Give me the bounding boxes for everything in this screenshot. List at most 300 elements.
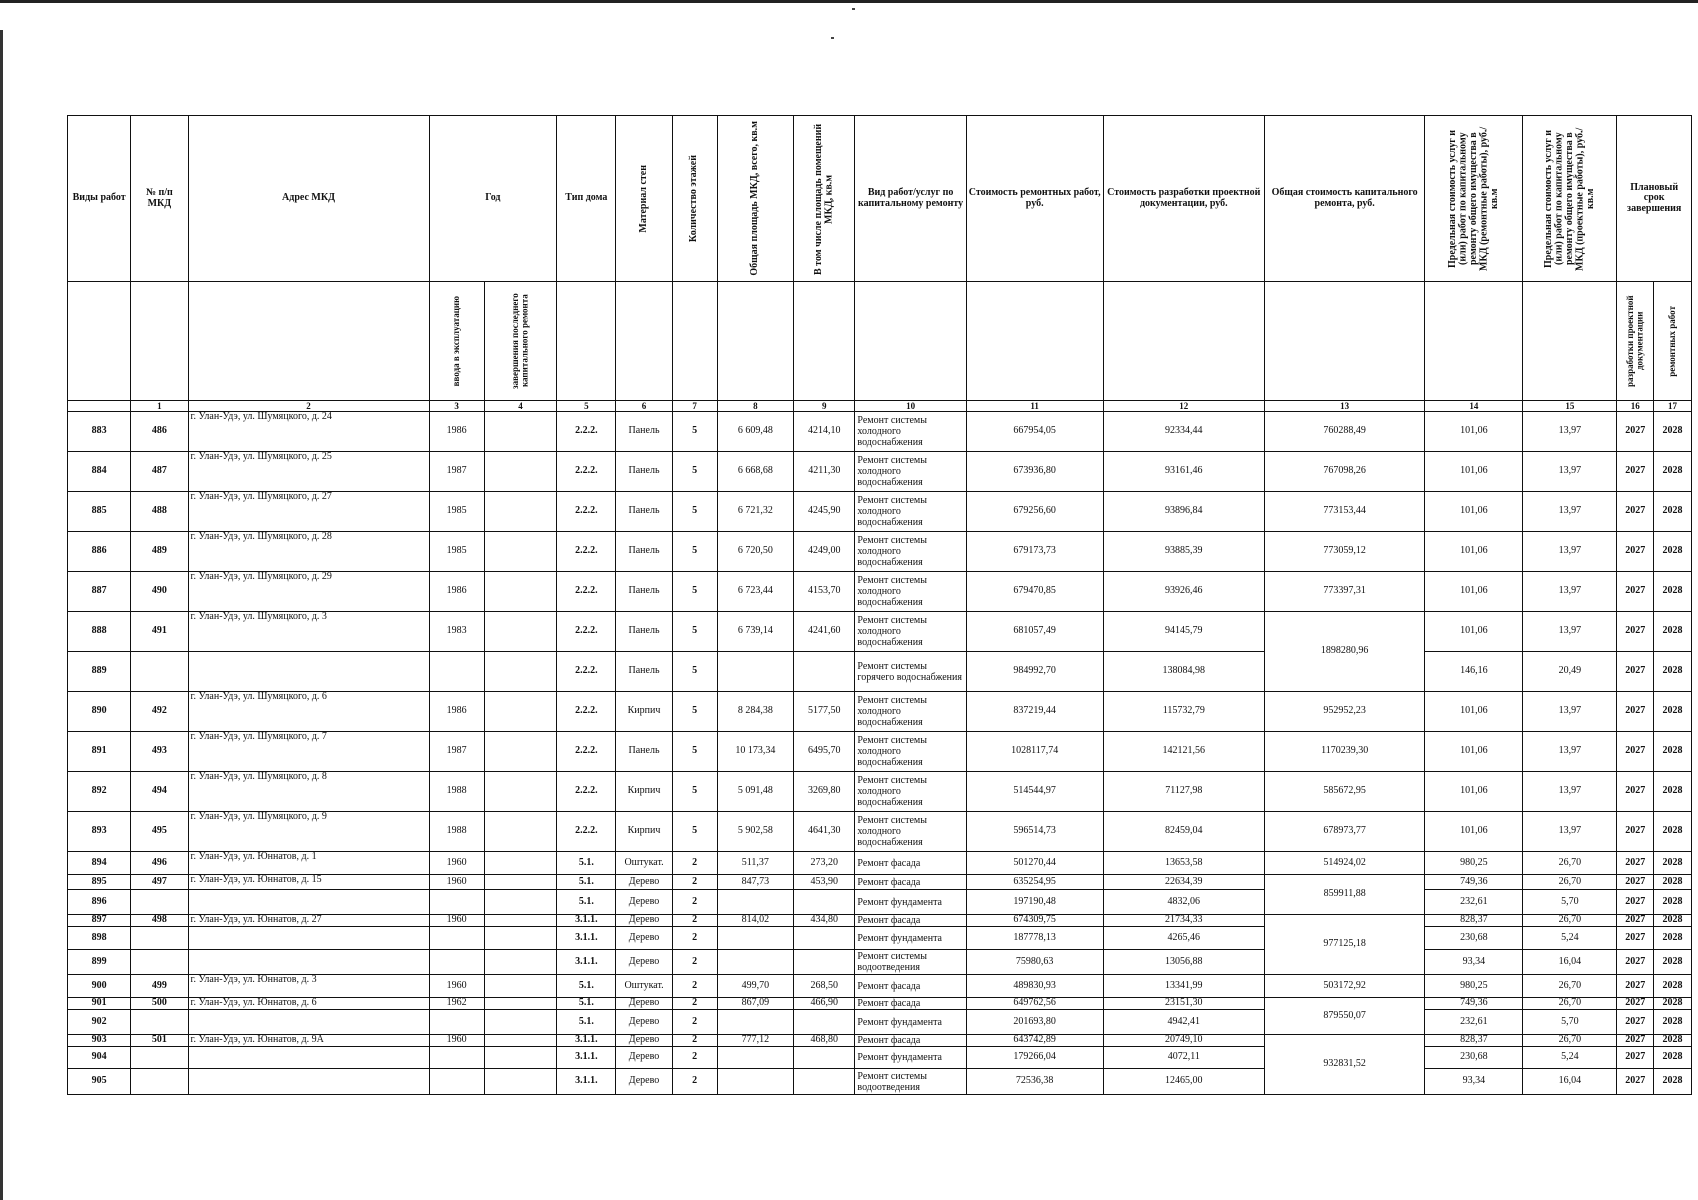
cell-house-type: 3.1.1. bbox=[557, 1035, 616, 1047]
cell-total-cost: 1898280,96 bbox=[1264, 612, 1424, 692]
cell-limit-design: 13,97 bbox=[1523, 492, 1617, 532]
cell-commission-year bbox=[429, 1047, 484, 1069]
cell-limit-design: 5,24 bbox=[1523, 1047, 1617, 1069]
cell-house-type: 5.1. bbox=[557, 975, 616, 998]
cell-house-type: 2.2.2. bbox=[557, 452, 616, 492]
cell-total-area: 511,37 bbox=[717, 852, 794, 875]
column-number: 15 bbox=[1523, 401, 1617, 412]
cell-premises-area: 3269,80 bbox=[794, 772, 855, 812]
cell-total-cost: 514924,02 bbox=[1264, 852, 1424, 875]
column-number: 11 bbox=[966, 401, 1103, 412]
cell-limit-design: 13,97 bbox=[1523, 812, 1617, 852]
cell-work-type: Ремонт системы холодного водоснабжения bbox=[855, 492, 966, 532]
subheader-year-last-repair: завершения последнего капитального ремонта bbox=[484, 282, 557, 401]
cell-term-design: 2027 bbox=[1617, 492, 1654, 532]
cell-last-repair-year bbox=[484, 692, 557, 732]
cell-limit-design: 13,97 bbox=[1523, 732, 1617, 772]
table-row bbox=[68, 452, 1692, 492]
cell-last-repair-year bbox=[484, 412, 557, 452]
cell-total-area: 814,02 bbox=[717, 915, 794, 927]
cell-term-repair: 2028 bbox=[1654, 1010, 1692, 1035]
cell-floors: 2 bbox=[672, 852, 717, 875]
cell-total-area: 6 739,14 bbox=[717, 612, 794, 652]
subheader-year-commission: ввода в эксплуатацию bbox=[429, 282, 484, 401]
cell-wall-material: Дерево bbox=[616, 875, 672, 890]
cell-total-area bbox=[717, 890, 794, 915]
cell-wall-material: Дерево bbox=[616, 890, 672, 915]
cell-last-repair-year bbox=[484, 532, 557, 572]
cell-limit-repair: 101,06 bbox=[1425, 532, 1523, 572]
table-row bbox=[68, 915, 1692, 927]
cell-row-number: 887 bbox=[68, 572, 131, 612]
cell-total-area: 6 720,50 bbox=[717, 532, 794, 572]
cell-repair-cost: 501270,44 bbox=[966, 852, 1103, 875]
cell-work-type: Ремонт системы холодного водоснабжения bbox=[855, 572, 966, 612]
cell-total-area bbox=[717, 652, 794, 692]
cell-term-repair: 2028 bbox=[1654, 915, 1692, 927]
cell-premises-area: 4641,30 bbox=[794, 812, 855, 852]
cell-total-area bbox=[717, 1010, 794, 1035]
cell-term-repair: 2028 bbox=[1654, 812, 1692, 852]
cell-floors: 2 bbox=[672, 875, 717, 890]
cell-design-cost: 4265,46 bbox=[1103, 927, 1264, 950]
cell-house-type: 3.1.1. bbox=[557, 950, 616, 975]
cell-premises-area bbox=[794, 927, 855, 950]
cell-work-type: Ремонт системы горячего водоснабжения bbox=[855, 652, 966, 692]
subheader-term-design: разработки проектной документации bbox=[1617, 282, 1654, 401]
cell-total-cost: 773059,12 bbox=[1264, 532, 1424, 572]
cell-commission-year: 1987 bbox=[429, 452, 484, 492]
cell-premises-area: 268,50 bbox=[794, 975, 855, 998]
cell-mkd-number bbox=[131, 1010, 188, 1035]
table-body bbox=[68, 412, 1692, 1095]
cell-mkd-number: 488 bbox=[131, 492, 188, 532]
cell-mkd-number: 489 bbox=[131, 532, 188, 572]
cell-term-repair: 2028 bbox=[1654, 1047, 1692, 1069]
cell-address bbox=[188, 1047, 429, 1069]
cell-term-design: 2027 bbox=[1617, 975, 1654, 998]
table-row bbox=[68, 532, 1692, 572]
cell-commission-year: 1960 bbox=[429, 975, 484, 998]
cell-total-cost: 760288,49 bbox=[1264, 412, 1424, 452]
column-number: 12 bbox=[1103, 401, 1264, 412]
table-row bbox=[68, 950, 1692, 975]
cell-mkd-number: 491 bbox=[131, 612, 188, 652]
subheader-term-repair: ремонтных работ bbox=[1654, 282, 1692, 401]
cell-last-repair-year bbox=[484, 652, 557, 692]
cell-term-repair: 2028 bbox=[1654, 492, 1692, 532]
cell-work-type: Ремонт системы холодного водоснабжения bbox=[855, 412, 966, 452]
cell-total-cost: 932831,52 bbox=[1264, 1035, 1424, 1095]
cell-wall-material: Дерево bbox=[616, 927, 672, 950]
cell-address bbox=[188, 950, 429, 975]
cell-last-repair-year bbox=[484, 1035, 557, 1047]
cell-wall-material: Панель bbox=[616, 612, 672, 652]
cell-commission-year: 1985 bbox=[429, 492, 484, 532]
cell-row-number: 883 bbox=[68, 412, 131, 452]
cell-mkd-number: 497 bbox=[131, 875, 188, 890]
cell-term-repair: 2028 bbox=[1654, 950, 1692, 975]
cell-row-number: 885 bbox=[68, 492, 131, 532]
cell-limit-repair: 230,68 bbox=[1425, 1047, 1523, 1069]
cell-house-type: 2.2.2. bbox=[557, 412, 616, 452]
cell-term-design: 2027 bbox=[1617, 452, 1654, 492]
cell-address: г. Улан-Удэ, ул. Шумяцкого, д. 24 bbox=[188, 412, 429, 452]
col-header-total-area: Общая площадь МКД, всего, кв.м bbox=[717, 116, 794, 282]
cell-limit-repair: 101,06 bbox=[1425, 412, 1523, 452]
cell-repair-cost: 984992,70 bbox=[966, 652, 1103, 692]
cell-row-number: 893 bbox=[68, 812, 131, 852]
cell-repair-cost: 489830,93 bbox=[966, 975, 1103, 998]
cell-premises-area bbox=[794, 652, 855, 692]
cell-commission-year: 1985 bbox=[429, 532, 484, 572]
cell-commission-year: 1988 bbox=[429, 812, 484, 852]
cell-house-type: 2.2.2. bbox=[557, 532, 616, 572]
cell-last-repair-year bbox=[484, 975, 557, 998]
cell-row-number: 891 bbox=[68, 732, 131, 772]
cell-commission-year: 1986 bbox=[429, 572, 484, 612]
cell-premises-area bbox=[794, 1010, 855, 1035]
cell-commission-year: 1986 bbox=[429, 412, 484, 452]
cell-limit-repair: 749,36 bbox=[1425, 875, 1523, 890]
cell-limit-design: 13,97 bbox=[1523, 692, 1617, 732]
cell-design-cost: 93885,39 bbox=[1103, 532, 1264, 572]
cell-house-type: 5.1. bbox=[557, 1010, 616, 1035]
cell-mkd-number: 496 bbox=[131, 852, 188, 875]
cell-last-repair-year bbox=[484, 772, 557, 812]
cell-work-type: Ремонт фундамента bbox=[855, 890, 966, 915]
cell-floors: 2 bbox=[672, 915, 717, 927]
table-row bbox=[68, 852, 1692, 875]
cell-premises-area: 4249,00 bbox=[794, 532, 855, 572]
cell-term-design: 2027 bbox=[1617, 915, 1654, 927]
cell-address: г. Улан-Удэ, ул. Шумяцкого, д. 7 bbox=[188, 732, 429, 772]
cell-mkd-number bbox=[131, 927, 188, 950]
cell-total-cost: 773397,31 bbox=[1264, 572, 1424, 612]
cell-term-design: 2027 bbox=[1617, 890, 1654, 915]
cell-floors: 5 bbox=[672, 532, 717, 572]
table-row bbox=[68, 812, 1692, 852]
cell-premises-area: 434,80 bbox=[794, 915, 855, 927]
column-number: 7 bbox=[672, 401, 717, 412]
cell-floors: 2 bbox=[672, 1047, 717, 1069]
cell-term-design: 2027 bbox=[1617, 950, 1654, 975]
cell-repair-cost: 679470,85 bbox=[966, 572, 1103, 612]
cell-term-repair: 2028 bbox=[1654, 532, 1692, 572]
cell-wall-material: Панель bbox=[616, 572, 672, 612]
cell-work-type: Ремонт системы холодного водоснабжения bbox=[855, 812, 966, 852]
cell-house-type: 5.1. bbox=[557, 890, 616, 915]
cell-total-cost: 952952,23 bbox=[1264, 692, 1424, 732]
cell-term-repair: 2028 bbox=[1654, 732, 1692, 772]
cell-premises-area bbox=[794, 1047, 855, 1069]
cell-commission-year: 1960 bbox=[429, 875, 484, 890]
col-header-year: Год bbox=[429, 116, 557, 282]
cell-limit-repair: 101,06 bbox=[1425, 812, 1523, 852]
cell-term-design: 2027 bbox=[1617, 927, 1654, 950]
cell-total-area bbox=[717, 1047, 794, 1069]
cell-row-number: 889 bbox=[68, 652, 131, 692]
col-header-work-type: Вид работ/услуг по капитальному ремонту bbox=[855, 116, 966, 282]
cell-work-type: Ремонт фундамента bbox=[855, 1010, 966, 1035]
cell-wall-material: Дерево bbox=[616, 915, 672, 927]
cell-limit-repair: 828,37 bbox=[1425, 1035, 1523, 1047]
cell-mkd-number: 487 bbox=[131, 452, 188, 492]
column-number: 9 bbox=[794, 401, 855, 412]
cell-limit-repair: 101,06 bbox=[1425, 772, 1523, 812]
cell-repair-cost: 1028117,74 bbox=[966, 732, 1103, 772]
cell-commission-year: 1986 bbox=[429, 692, 484, 732]
cell-term-repair: 2028 bbox=[1654, 1069, 1692, 1095]
cell-address bbox=[188, 1069, 429, 1095]
cell-last-repair-year bbox=[484, 950, 557, 975]
cell-house-type: 2.2.2. bbox=[557, 692, 616, 732]
col-header-address: Адрес МКД bbox=[188, 116, 429, 282]
cell-row-number: 894 bbox=[68, 852, 131, 875]
cell-commission-year: 1960 bbox=[429, 915, 484, 927]
cell-work-type: Ремонт фасада bbox=[855, 915, 966, 927]
col-header-premises-area: В том числе площадь помещений МКД, кв.м bbox=[794, 116, 855, 282]
cell-address bbox=[188, 652, 429, 692]
column-number: 8 bbox=[717, 401, 794, 412]
cell-repair-cost: 187778,13 bbox=[966, 927, 1103, 950]
cell-total-cost: 977125,18 bbox=[1264, 915, 1424, 975]
cell-work-type: Ремонт фасада bbox=[855, 852, 966, 875]
cell-floors: 5 bbox=[672, 452, 717, 492]
cell-premises-area: 4211,30 bbox=[794, 452, 855, 492]
table-row bbox=[68, 1035, 1692, 1047]
cell-premises-area: 466,90 bbox=[794, 998, 855, 1010]
cell-house-type: 3.1.1. bbox=[557, 927, 616, 950]
cell-design-cost: 93161,46 bbox=[1103, 452, 1264, 492]
cell-address: г. Улан-Удэ, ул. Юннатов, д. 9А bbox=[188, 1035, 429, 1047]
cell-address bbox=[188, 890, 429, 915]
cell-wall-material: Кирпич bbox=[616, 692, 672, 732]
cell-repair-cost: 679256,60 bbox=[966, 492, 1103, 532]
table-row bbox=[68, 927, 1692, 950]
cell-design-cost: 22634,39 bbox=[1103, 875, 1264, 890]
cell-commission-year: 1983 bbox=[429, 612, 484, 652]
cell-last-repair-year bbox=[484, 452, 557, 492]
cell-premises-area: 453,90 bbox=[794, 875, 855, 890]
cell-repair-cost: 679173,73 bbox=[966, 532, 1103, 572]
cell-premises-area: 273,20 bbox=[794, 852, 855, 875]
cell-wall-material: Кирпич bbox=[616, 812, 672, 852]
cell-limit-repair: 101,06 bbox=[1425, 692, 1523, 732]
cell-address: г. Улан-Удэ, ул. Шумяцкого, д. 29 bbox=[188, 572, 429, 612]
scan-top-edge bbox=[0, 0, 1698, 3]
cell-house-type: 5.1. bbox=[557, 852, 616, 875]
cell-house-type: 2.2.2. bbox=[557, 612, 616, 652]
cell-limit-design: 20,49 bbox=[1523, 652, 1617, 692]
column-number: 6 bbox=[616, 401, 672, 412]
cell-design-cost: 82459,04 bbox=[1103, 812, 1264, 852]
cell-total-area: 499,70 bbox=[717, 975, 794, 998]
cell-term-design: 2027 bbox=[1617, 572, 1654, 612]
cell-repair-cost: 596514,73 bbox=[966, 812, 1103, 852]
cell-last-repair-year bbox=[484, 927, 557, 950]
cell-address: г. Улан-Удэ, ул. Юннатов, д. 3 bbox=[188, 975, 429, 998]
cell-limit-repair: 828,37 bbox=[1425, 915, 1523, 927]
cell-design-cost: 92334,44 bbox=[1103, 412, 1264, 452]
cell-mkd-number: 493 bbox=[131, 732, 188, 772]
cell-row-number: 886 bbox=[68, 532, 131, 572]
cell-mkd-number: 495 bbox=[131, 812, 188, 852]
column-number: 1 bbox=[131, 401, 188, 412]
cell-row-number: 904 bbox=[68, 1047, 131, 1069]
cell-term-repair: 2028 bbox=[1654, 652, 1692, 692]
cell-limit-design: 13,97 bbox=[1523, 412, 1617, 452]
cell-design-cost: 138084,98 bbox=[1103, 652, 1264, 692]
cell-limit-repair: 749,36 bbox=[1425, 998, 1523, 1010]
cell-total-area bbox=[717, 1069, 794, 1095]
cell-design-cost: 93926,46 bbox=[1103, 572, 1264, 612]
cell-row-number: 892 bbox=[68, 772, 131, 812]
cell-term-repair: 2028 bbox=[1654, 772, 1692, 812]
cell-row-number: 903 bbox=[68, 1035, 131, 1047]
cell-design-cost: 13341,99 bbox=[1103, 975, 1264, 998]
cell-limit-design: 13,97 bbox=[1523, 572, 1617, 612]
cell-term-design: 2027 bbox=[1617, 732, 1654, 772]
cell-total-area: 8 284,38 bbox=[717, 692, 794, 732]
table-row bbox=[68, 975, 1692, 998]
cell-limit-design: 26,70 bbox=[1523, 1035, 1617, 1047]
cell-wall-material: Дерево bbox=[616, 1047, 672, 1069]
cell-commission-year: 1988 bbox=[429, 772, 484, 812]
scan-speck bbox=[831, 37, 834, 39]
cell-repair-cost: 197190,48 bbox=[966, 890, 1103, 915]
cell-address: г. Улан-Удэ, ул. Шумяцкого, д. 6 bbox=[188, 692, 429, 732]
cell-design-cost: 23151,30 bbox=[1103, 998, 1264, 1010]
cell-mkd-number bbox=[131, 950, 188, 975]
cell-premises-area bbox=[794, 890, 855, 915]
cell-total-area bbox=[717, 950, 794, 975]
cell-term-design: 2027 bbox=[1617, 1010, 1654, 1035]
table-row bbox=[68, 998, 1692, 1010]
cell-mkd-number: 501 bbox=[131, 1035, 188, 1047]
cell-limit-repair: 93,34 bbox=[1425, 1069, 1523, 1095]
cell-wall-material: Оштукат. bbox=[616, 852, 672, 875]
cell-total-area: 10 173,34 bbox=[717, 732, 794, 772]
col-header-limit-design: Предельная стоимость услуг и (или) работ по капитальному ремонту общего имущества в МКД (проектные работы), руб./кв.м bbox=[1523, 116, 1617, 282]
cell-commission-year: 1987 bbox=[429, 732, 484, 772]
table-row bbox=[68, 1069, 1692, 1095]
cell-house-type: 2.2.2. bbox=[557, 652, 616, 692]
cell-repair-cost: 837219,44 bbox=[966, 692, 1103, 732]
table-row bbox=[68, 612, 1692, 652]
cell-commission-year bbox=[429, 1069, 484, 1095]
cell-work-type: Ремонт системы холодного водоснабжения bbox=[855, 772, 966, 812]
cell-term-repair: 2028 bbox=[1654, 927, 1692, 950]
cell-floors: 5 bbox=[672, 492, 717, 532]
cell-term-repair: 2028 bbox=[1654, 998, 1692, 1010]
cell-address: г. Улан-Удэ, ул. Шумяцкого, д. 27 bbox=[188, 492, 429, 532]
cell-wall-material: Панель bbox=[616, 732, 672, 772]
cell-last-repair-year bbox=[484, 572, 557, 612]
cell-floors: 2 bbox=[672, 975, 717, 998]
cell-house-type: 5.1. bbox=[557, 998, 616, 1010]
table-row bbox=[68, 1010, 1692, 1035]
cell-limit-design: 26,70 bbox=[1523, 915, 1617, 927]
cell-design-cost: 4072,11 bbox=[1103, 1047, 1264, 1069]
cell-limit-repair: 980,25 bbox=[1425, 975, 1523, 998]
cell-total-cost: 503172,92 bbox=[1264, 975, 1424, 998]
cell-last-repair-year bbox=[484, 890, 557, 915]
cell-design-cost: 13056,88 bbox=[1103, 950, 1264, 975]
cell-work-type: Ремонт фундамента bbox=[855, 1047, 966, 1069]
cell-commission-year bbox=[429, 652, 484, 692]
cell-limit-design: 26,70 bbox=[1523, 998, 1617, 1010]
cell-limit-design: 26,70 bbox=[1523, 875, 1617, 890]
cell-row-number: 884 bbox=[68, 452, 131, 492]
cell-work-type: Ремонт системы холодного водоснабжения bbox=[855, 732, 966, 772]
column-number: 13 bbox=[1264, 401, 1424, 412]
cell-design-cost: 71127,98 bbox=[1103, 772, 1264, 812]
cell-row-number: 888 bbox=[68, 612, 131, 652]
cell-house-type: 2.2.2. bbox=[557, 732, 616, 772]
cell-term-design: 2027 bbox=[1617, 612, 1654, 652]
cell-term-repair: 2028 bbox=[1654, 1035, 1692, 1047]
cell-house-type: 2.2.2. bbox=[557, 572, 616, 612]
cell-house-type: 5.1. bbox=[557, 875, 616, 890]
cell-total-area: 847,73 bbox=[717, 875, 794, 890]
cell-last-repair-year bbox=[484, 812, 557, 852]
cell-design-cost: 4832,06 bbox=[1103, 890, 1264, 915]
cell-total-area: 6 723,44 bbox=[717, 572, 794, 612]
cell-limit-repair: 230,68 bbox=[1425, 927, 1523, 950]
cell-design-cost: 115732,79 bbox=[1103, 692, 1264, 732]
cell-limit-repair: 93,34 bbox=[1425, 950, 1523, 975]
cell-limit-design: 26,70 bbox=[1523, 975, 1617, 998]
cell-row-number: 899 bbox=[68, 950, 131, 975]
cell-design-cost: 13653,58 bbox=[1103, 852, 1264, 875]
subheader-row bbox=[68, 282, 1692, 401]
cell-last-repair-year bbox=[484, 492, 557, 532]
cell-mkd-number: 486 bbox=[131, 412, 188, 452]
col-header-limit-repair: Предельная стоимость услуг и (или) работ по капитальному ремонту общего имущества в МКД (ремонтные работы), руб./кв.м bbox=[1425, 116, 1523, 282]
cell-design-cost: 21734,33 bbox=[1103, 915, 1264, 927]
capital-repair-table bbox=[67, 115, 1692, 1095]
cell-house-type: 3.1.1. bbox=[557, 915, 616, 927]
table-row bbox=[68, 1047, 1692, 1069]
cell-last-repair-year bbox=[484, 875, 557, 890]
cell-term-repair: 2028 bbox=[1654, 572, 1692, 612]
table-row bbox=[68, 572, 1692, 612]
cell-mkd-number bbox=[131, 652, 188, 692]
cell-row-number: 897 bbox=[68, 915, 131, 927]
cell-design-cost: 4942,41 bbox=[1103, 1010, 1264, 1035]
cell-limit-design: 16,04 bbox=[1523, 950, 1617, 975]
column-number: 3 bbox=[429, 401, 484, 412]
col-header-design-cost: Стоимость разработки проектной документации, руб. bbox=[1103, 116, 1264, 282]
cell-work-type: Ремонт фасада bbox=[855, 975, 966, 998]
cell-term-design: 2027 bbox=[1617, 875, 1654, 890]
cell-commission-year bbox=[429, 890, 484, 915]
cell-commission-year bbox=[429, 1010, 484, 1035]
cell-total-cost: 585672,95 bbox=[1264, 772, 1424, 812]
cell-term-design: 2027 bbox=[1617, 532, 1654, 572]
table-row bbox=[68, 772, 1692, 812]
cell-work-type: Ремонт фасада bbox=[855, 875, 966, 890]
cell-last-repair-year bbox=[484, 732, 557, 772]
cell-design-cost: 142121,56 bbox=[1103, 732, 1264, 772]
cell-total-cost: 879550,07 bbox=[1264, 998, 1424, 1035]
cell-row-number: 902 bbox=[68, 1010, 131, 1035]
cell-mkd-number: 494 bbox=[131, 772, 188, 812]
cell-address bbox=[188, 1010, 429, 1035]
cell-premises-area: 4241,60 bbox=[794, 612, 855, 652]
cell-floors: 5 bbox=[672, 612, 717, 652]
